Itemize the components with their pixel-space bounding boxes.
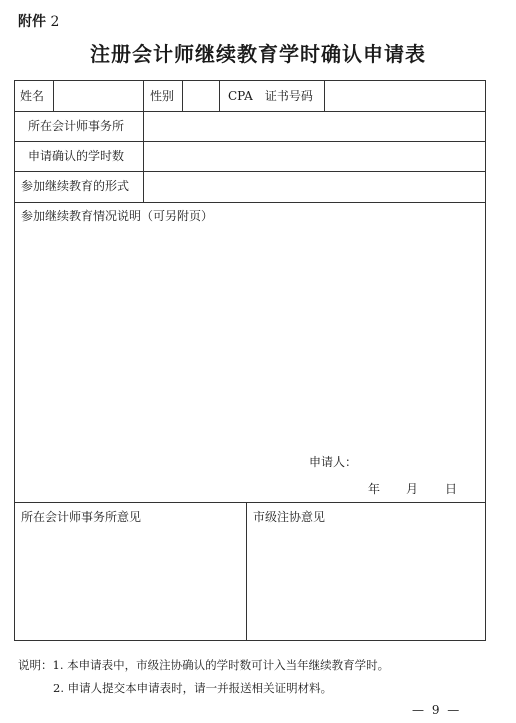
- attachment-number: 2: [50, 14, 60, 30]
- col-divider: [53, 81, 54, 111]
- col-divider: [143, 81, 144, 202]
- notes: [18, 654, 389, 700]
- page-number: — 9 —: [412, 703, 462, 717]
- row-divider: [15, 111, 485, 112]
- row-divider: [15, 171, 485, 172]
- cpa-cert-label: CPA 证书号码: [228, 89, 313, 103]
- gender-label: 性别: [150, 89, 175, 103]
- form-title: 注册会计师继续教育学时确认申请表: [90, 42, 426, 66]
- row-divider: [15, 141, 485, 142]
- attachment-label: [18, 11, 59, 31]
- row-divider: [15, 202, 485, 203]
- description-label: 参加继续教育情况说明（可另附页）: [21, 209, 214, 223]
- firm-label: 所在会计师事务所: [28, 119, 125, 133]
- note-line-2: 2. 申请人提交本申请表时，请一并报送相关证明材料。: [53, 681, 333, 695]
- note-line-1: 说明：1. 本申请表中，市级注协确认的学时数可计入当年继续教育学时。: [18, 658, 390, 672]
- city-opinion-label: 市级注协意见: [253, 510, 326, 524]
- hours-label: 申请确认的学时数: [28, 149, 125, 163]
- col-divider: [324, 81, 325, 111]
- date-day-label: 日: [445, 482, 458, 496]
- col-divider: [182, 81, 183, 111]
- col-divider: [246, 502, 247, 641]
- name-label: 姓名: [20, 89, 45, 103]
- date-month-label: 月: [406, 482, 419, 496]
- attachment-word: 附件: [18, 14, 46, 30]
- date-year-label: 年: [368, 482, 381, 496]
- row-divider: [15, 502, 485, 503]
- col-divider: [219, 81, 220, 111]
- application-form: [14, 80, 486, 641]
- firm-opinion-label: 所在会计师事务所意见: [21, 510, 142, 524]
- applicant-label: 申请人：: [309, 455, 358, 469]
- form-type-label: 参加继续教育的形式: [21, 179, 130, 193]
